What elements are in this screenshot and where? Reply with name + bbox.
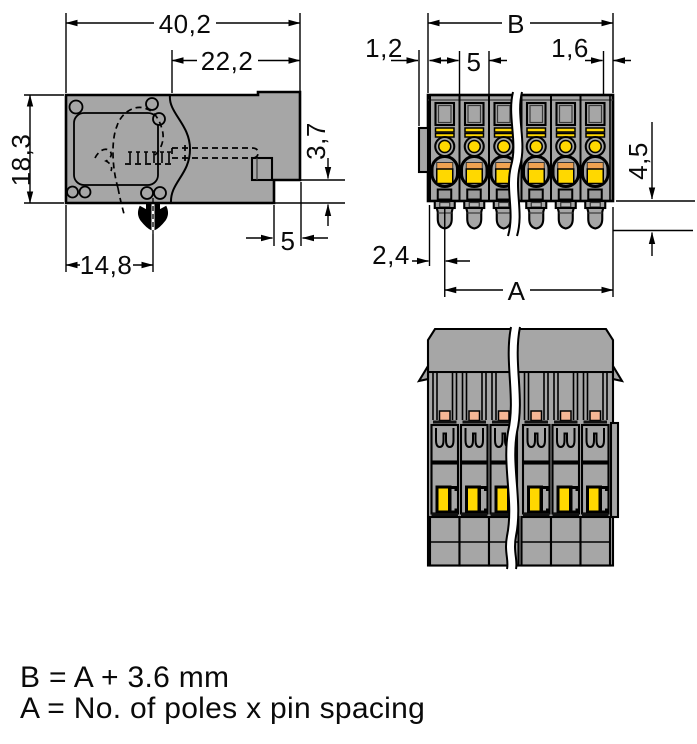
legend-line-2: A = No. of poles x pin spacing xyxy=(20,692,426,725)
dim-side-flange-step: 3,7 xyxy=(301,122,331,160)
dim-front-overall-width: B xyxy=(507,9,525,39)
right-latch-tab xyxy=(613,366,622,381)
side-view xyxy=(6,9,345,280)
dim-front-pin-pitch: 5 xyxy=(466,47,482,77)
dim-front-left-edge: 1,2 xyxy=(365,33,403,63)
left-latch-tab xyxy=(419,366,428,381)
dim-front-pole-span: A xyxy=(507,276,526,306)
top-view xyxy=(419,327,622,569)
side-latch-tab xyxy=(419,128,428,172)
dim-front-pin-length: 4,5 xyxy=(623,142,653,180)
top-cap-left xyxy=(428,329,516,372)
legend-block xyxy=(20,661,425,725)
dim-front-right-edge: 1,6 xyxy=(551,33,589,63)
dim-side-foot-offset: 14,8 xyxy=(79,250,133,280)
dim-front-first-pin-offset: 2,4 xyxy=(372,240,410,270)
dim-side-height: 18,3 xyxy=(6,133,36,187)
dim-side-upper-width: 22,2 xyxy=(200,46,254,76)
top-cap-right xyxy=(516,329,613,372)
pin-5 xyxy=(556,201,576,229)
mounting-hole xyxy=(70,101,83,114)
pin-4 xyxy=(526,201,546,229)
legend-line-1: B = A + 3.6 mm xyxy=(20,661,230,694)
pin-2 xyxy=(464,201,484,229)
front-view xyxy=(365,9,695,306)
dim-side-total-width: 40,2 xyxy=(158,9,212,39)
dim-side-step-width: 5 xyxy=(280,226,296,256)
side-latch-notch xyxy=(252,158,272,180)
right-rail xyxy=(611,423,618,517)
pin-6 xyxy=(585,201,605,229)
